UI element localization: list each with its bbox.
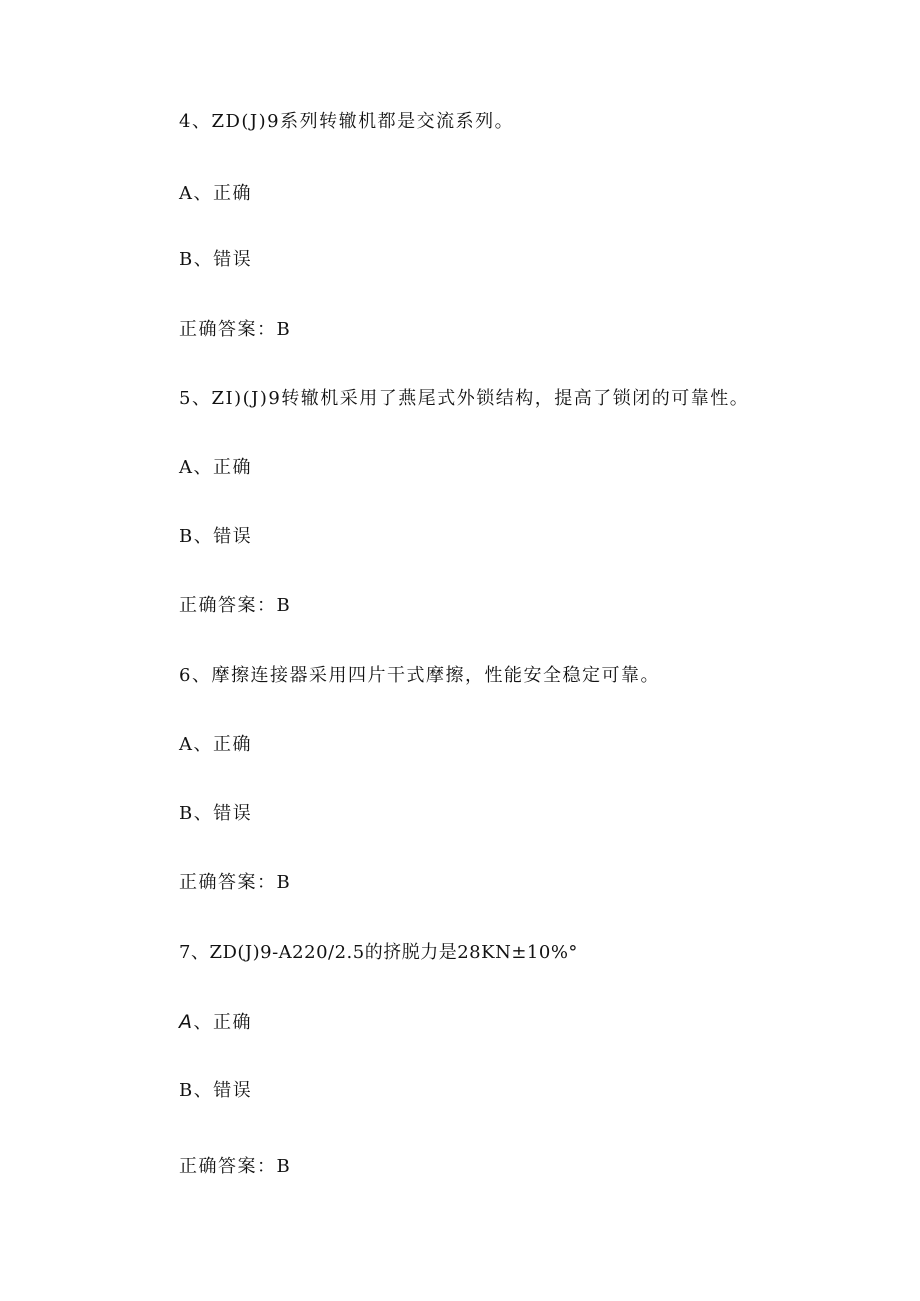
question-stem: 7、ZD(J)9-A220/2.5的挤脱力是28KN±10%°: [179, 942, 578, 963]
question-stem: 4、ZD(J)9系列转辙机都是交流系列。: [179, 111, 515, 132]
option-a: A、正确: [179, 734, 252, 755]
option-a-text: 、正确: [193, 1012, 252, 1033]
option-a: [179, 1010, 252, 1035]
option-a: A、正确: [179, 457, 252, 478]
correct-answer: 正确答案：B: [179, 872, 292, 893]
option-b: B、错误: [179, 526, 253, 547]
option-a-letter: A: [179, 1011, 194, 1033]
question-stem: 5、ZI)(J)9转辙机采用了燕尾式外锁结构，提高了锁闭的可靠性。: [179, 388, 750, 409]
question-stem: 6、摩擦连接器采用四片干式摩擦，性能安全稳定可靠。: [179, 665, 660, 686]
option-b: B、错误: [179, 249, 253, 270]
option-a: A、正确: [179, 183, 252, 204]
option-b: B、错误: [179, 1080, 253, 1101]
option-b: B、错误: [179, 803, 253, 824]
correct-answer: 正确答案：B: [179, 595, 292, 616]
correct-answer: 正确答案：B: [179, 319, 292, 340]
correct-answer: 正确答案：B: [179, 1156, 292, 1177]
